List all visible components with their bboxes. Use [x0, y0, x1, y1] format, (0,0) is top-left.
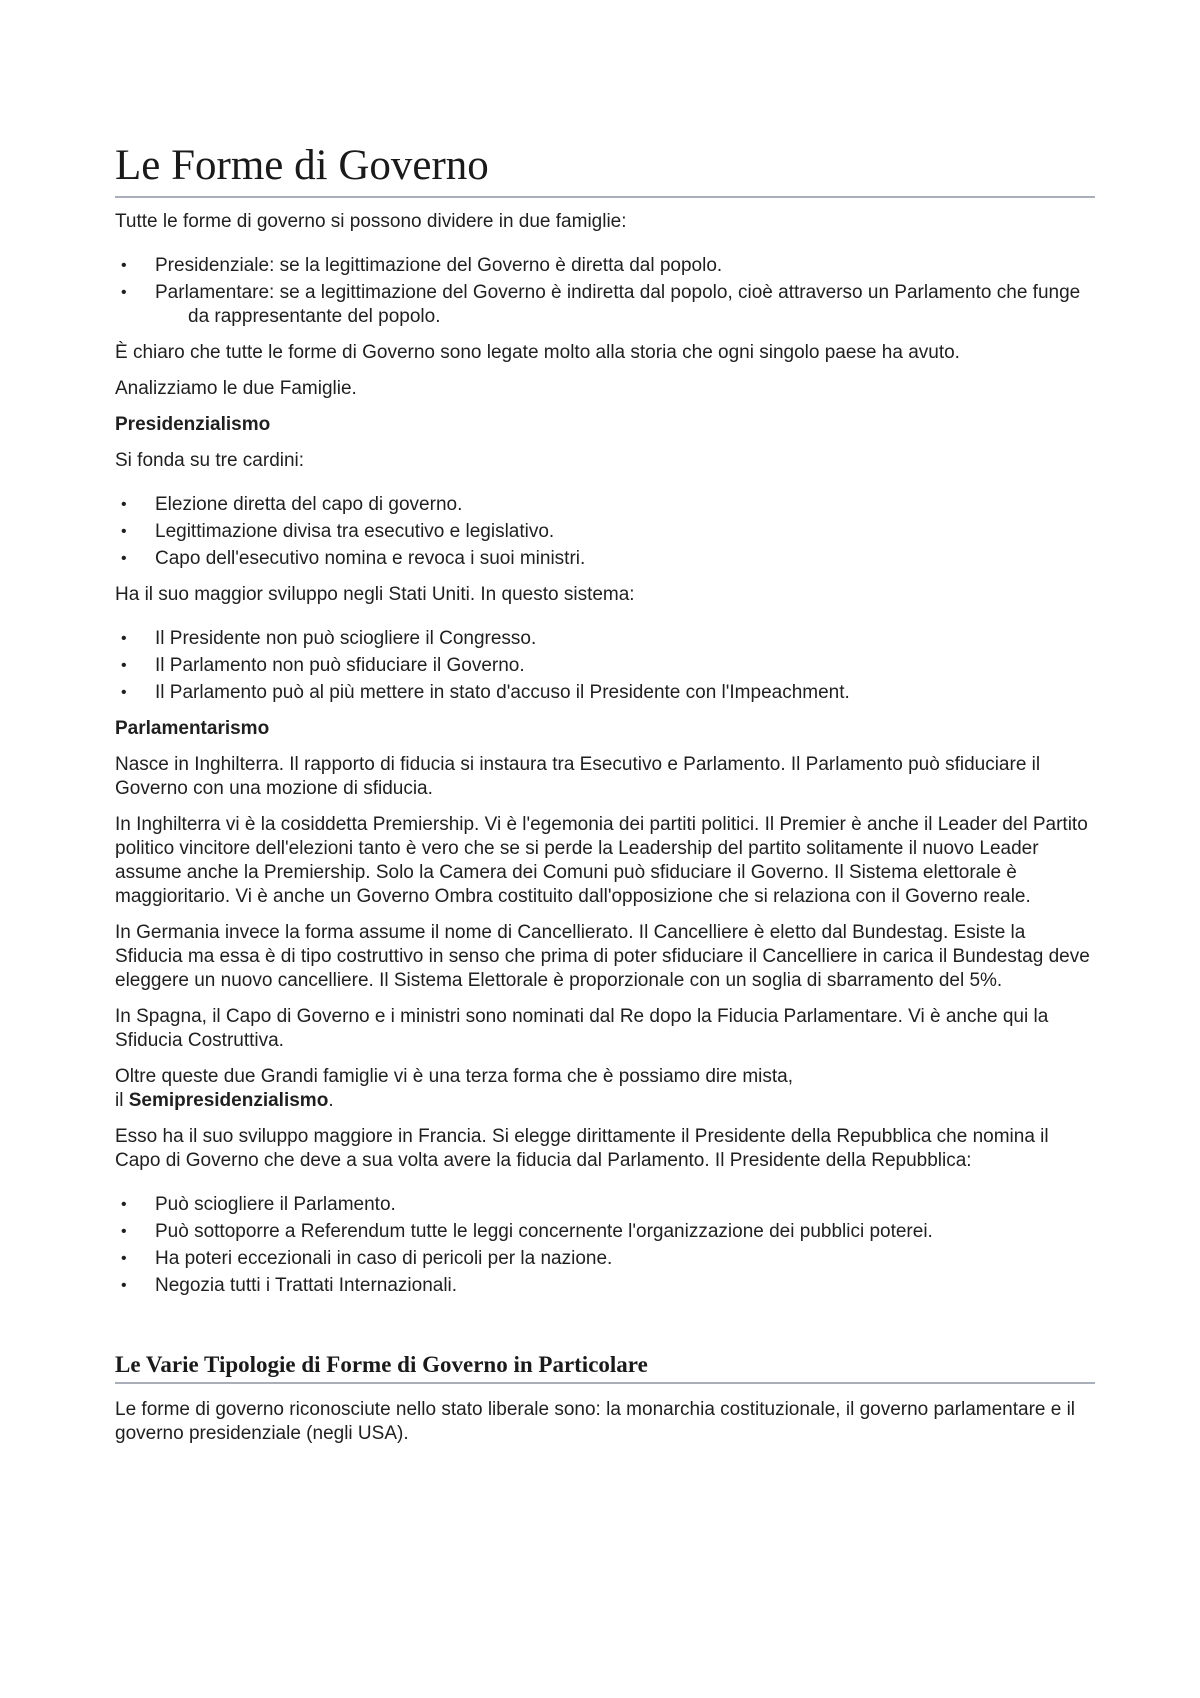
page-title: Le Forme di Governo — [115, 140, 1095, 198]
parlamentarismo-paragraph-3: In Germania invece la forma assume il nome di Cancellierato. Il Cancelliere è eletto dal Bundestag. Esiste la Sfiducia ma essa è di tipo costruttivo in senso che prima di poter sfiduciare il Cancelliere in carica il Bundestag deve eleggere un nuovo cancelliere. Il Sistema Elettorale è proporzionale con un soglia di sbarramento del 5%. — [115, 922, 1090, 991]
list-item: • Il Presidente non può sciogliere il Congresso. — [121, 628, 537, 649]
bullet-icon: • — [121, 523, 127, 540]
list-item: • Negozia tutti i Trattati Internazionali. — [121, 1275, 458, 1296]
subheading-parlamentarismo: Parlamentarismo — [115, 718, 270, 739]
list-item: • Parlamentare: se a legittimazione del Governo è indiretta dal popolo, cioè attraverso un Parlamento che funge da rappresentante del popolo. — [121, 282, 1081, 327]
bullet-icon: • — [121, 257, 127, 274]
usa-intro: Ha il suo maggior sviluppo negli Stati Uniti. In questo sistema: — [115, 584, 635, 605]
parlamentarismo-paragraph-4: In Spagna, il Capo di Governo e i ministri sono nominati dal Re dopo la Fiducia Parlamentare. Vi è anche qui la Sfiducia Costruttiva. — [115, 1006, 1049, 1051]
bullet-icon: • — [121, 1277, 127, 1294]
francia-paragraph: Esso ha il suo sviluppo maggiore in Francia. Si elegge dirittamente il Presidente della Repubblica che nomina il Capo di Governo che deve a sua volta avere la fiducia dal Parlamento. Il Presidente della Repubblica: — [115, 1126, 1049, 1171]
list-item: • Capo dell'esecutivo nomina e revoca i suoi ministri. — [121, 548, 586, 569]
history-paragraph: È chiaro che tutte le forme di Governo sono legate molto alla storia che ogni singolo paese ha avuto. — [115, 342, 960, 363]
semipresidenzialismo-term: Semipresidenzialismo — [128, 1090, 329, 1111]
parlamentarismo-paragraph-2: In Inghilterra vi è la cosiddetta Premiership. Vi è l'egemonia dei partiti politici. Il Premier è anche il Leader del Partito politico vincitore dell'elezioni tanto è vero che se si perde la Leadership del partito solitamente il nuovo Leader assume anche la Premiership. Solo la Camera dei Comuni può sfiduciare il Governo. Il Sistema elettorale è maggioritario. Vi è anche un Governo Ombra costituito dall'opposizione che si relaziona con il Governo reale. — [115, 814, 1088, 907]
list-item: • Legittimazione divisa tra esecutivo e legislativo. — [121, 521, 555, 542]
bullet-icon: • — [121, 1223, 127, 1240]
tipologie-paragraph: Le forme di governo riconosciute nello stato liberale sono: la monarchia costituzionale, il governo parlamentare e il governo presidenziale (negli USA). — [115, 1399, 1076, 1444]
document-page — [115, 140, 1095, 1458]
list-item: • Il Parlamento può al più mettere in stato d'accuso il Presidente con l'Impeachment. — [121, 682, 850, 703]
poteri-list — [115, 1193, 1095, 1298]
bullet-icon: • — [121, 1196, 127, 1213]
list-item: • Può sciogliere il Parlamento. — [121, 1194, 396, 1215]
list-item: • Ha poteri eccezionali in caso di pericoli per la nazione. — [121, 1248, 613, 1269]
bullet-icon: • — [121, 657, 127, 674]
list-item: • Elezione diretta del capo di governo. — [121, 494, 463, 515]
bullet-icon: • — [121, 496, 127, 513]
subheading-presidenzialismo: Presidenzialismo — [115, 414, 271, 435]
list-item: • Il Parlamento non può sfiduciare il Governo. — [121, 655, 525, 676]
bullet-icon: • — [121, 684, 127, 701]
usa-list — [115, 627, 1095, 705]
bullet-icon: • — [121, 550, 127, 567]
bullet-icon: • — [121, 284, 127, 301]
analyze-paragraph: Analizziamo le due Famiglie. — [115, 378, 357, 399]
section-heading-tipologie: Le Varie Tipologie di Forme di Governo in Particolare — [115, 1350, 1095, 1384]
list-item: • Può sottoporre a Referendum tutte le leggi concernente l'organizzazione dei pubblici poterei. — [121, 1221, 933, 1242]
cardini-list — [115, 493, 1095, 571]
mista-paragraph: Oltre queste due Grandi famiglie vi è una terza forma che è possiamo dire mista, il Semipresidenzialismo. — [115, 1066, 793, 1111]
parlamentarismo-paragraph-1: Nasce in Inghilterra. Il rapporto di fiducia si instaura tra Esecutivo e Parlamento. Il Parlamento può sfiduciare il Governo con una mozione di sfiducia. — [115, 754, 1041, 799]
bullet-icon: • — [121, 1250, 127, 1267]
cardini-intro: Si fonda su tre cardini: — [115, 450, 305, 471]
bullet-icon: • — [121, 630, 127, 647]
list-item: • Presidenziale: se la legittimazione del Governo è diretta dal popolo. — [121, 255, 723, 276]
intro-paragraph: Tutte le forme di governo si possono dividere in due famiglie: — [115, 211, 627, 232]
families-list — [115, 254, 1095, 329]
